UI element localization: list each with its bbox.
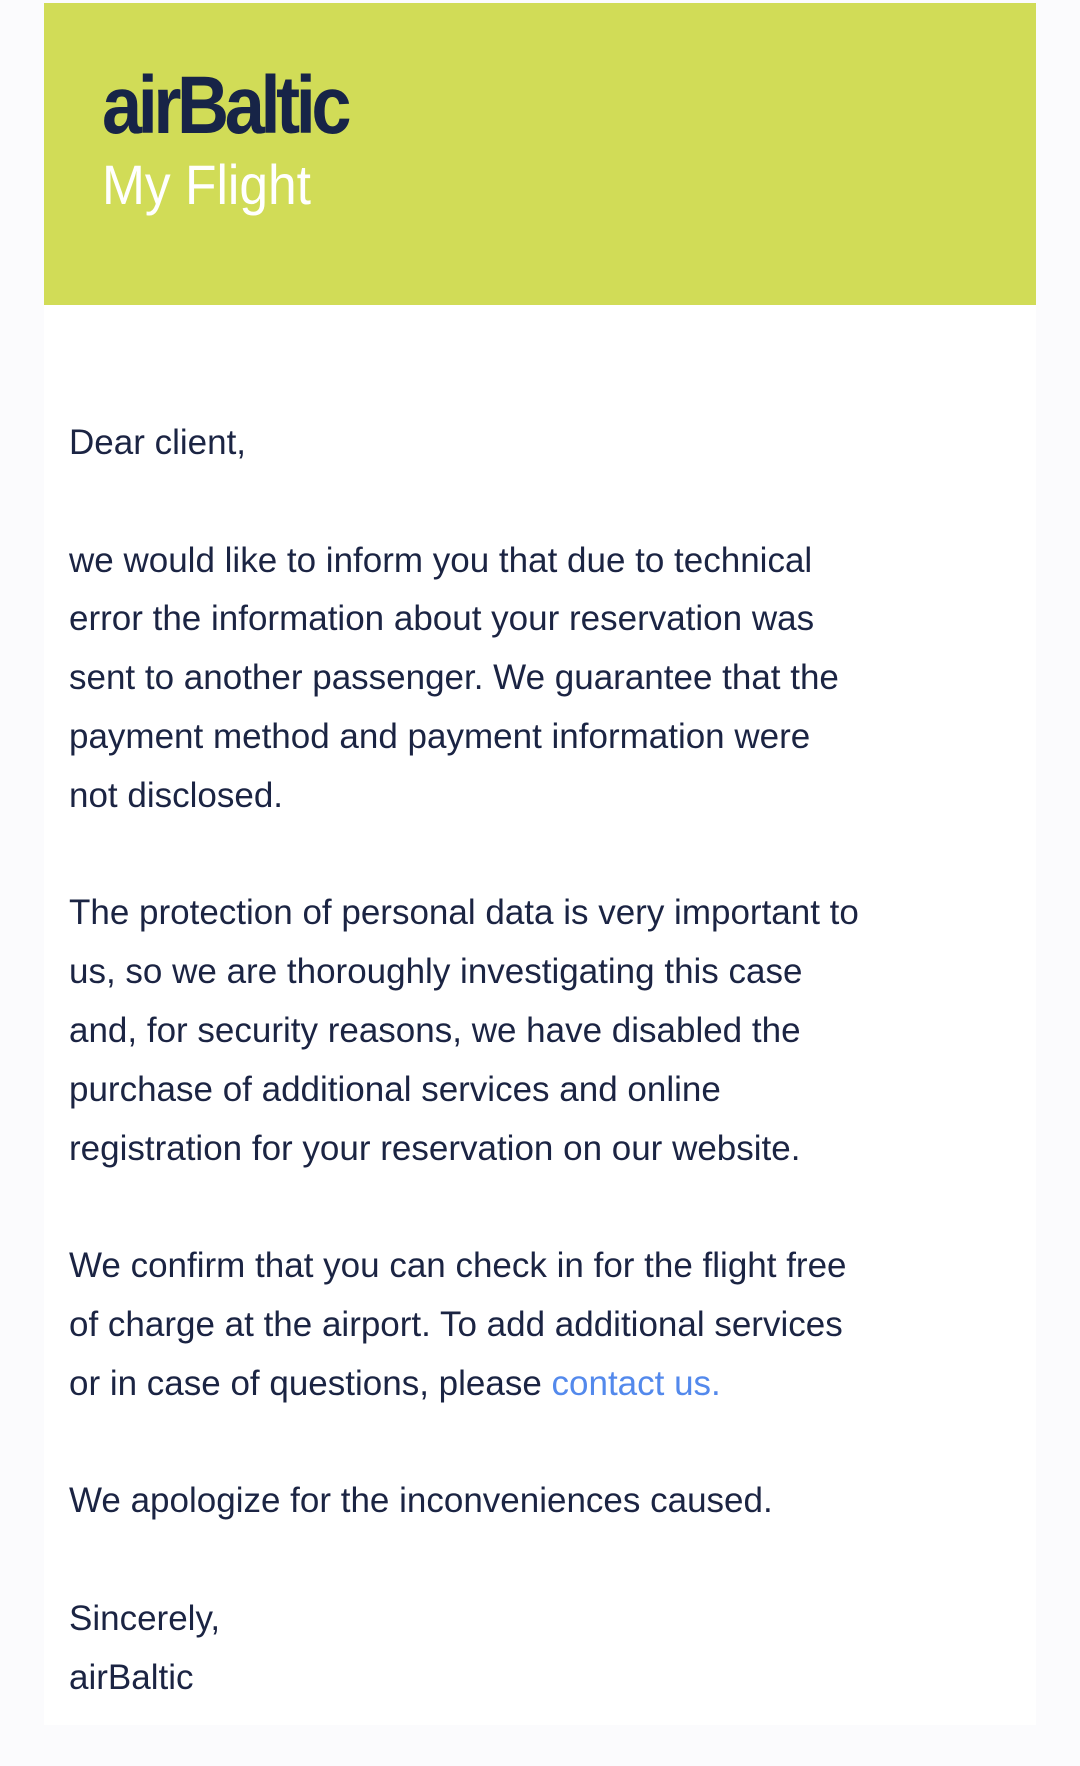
paragraph-incident (69, 532, 1019, 826)
header-banner (44, 3, 1036, 305)
text-line: error the information about your reservation was (69, 599, 815, 639)
apology-text: We apologize for the inconveniences caused. (69, 1481, 773, 1521)
text-line: us, so we are thoroughly investigating this case (69, 952, 803, 992)
text-line: The protection of personal data is very important to (69, 893, 859, 933)
contact-us-link[interactable]: contact us. (551, 1363, 721, 1403)
text-line: not disclosed. (69, 775, 284, 815)
email-card (44, 3, 1036, 1725)
closing-text: Sincerely, (69, 1598, 221, 1638)
paragraph-protection (69, 884, 1019, 1178)
paragraph-checkin (69, 1237, 1019, 1413)
airbaltic-logo: airBaltic (102, 60, 348, 151)
header-subtitle: My Flight (102, 153, 311, 216)
text-line: registration for your reservation on our website. (69, 1128, 801, 1168)
signature-text: airBaltic (69, 1657, 194, 1697)
text-line: sent to another passenger. We guarantee that the (69, 658, 839, 698)
text-line: and, for security reasons, we have disabled the (69, 1010, 801, 1050)
greeting-text: Dear client, (69, 423, 247, 462)
text-line: purchase of additional services and online (69, 1069, 721, 1109)
sign-off (69, 1590, 1019, 1708)
text-line: We confirm that you can check in for the flight free (69, 1246, 847, 1286)
greeting (69, 414, 1019, 473)
email-body (69, 414, 1019, 1766)
text-line: we would like to inform you that due to technical (69, 540, 813, 580)
text-line: payment method and payment information were (69, 716, 811, 756)
text-segment: or in case of questions, please (69, 1363, 552, 1403)
apology (69, 1472, 1019, 1531)
text-line: of charge at the airport. To add additional services (69, 1304, 843, 1344)
text-line (69, 1355, 1019, 1414)
